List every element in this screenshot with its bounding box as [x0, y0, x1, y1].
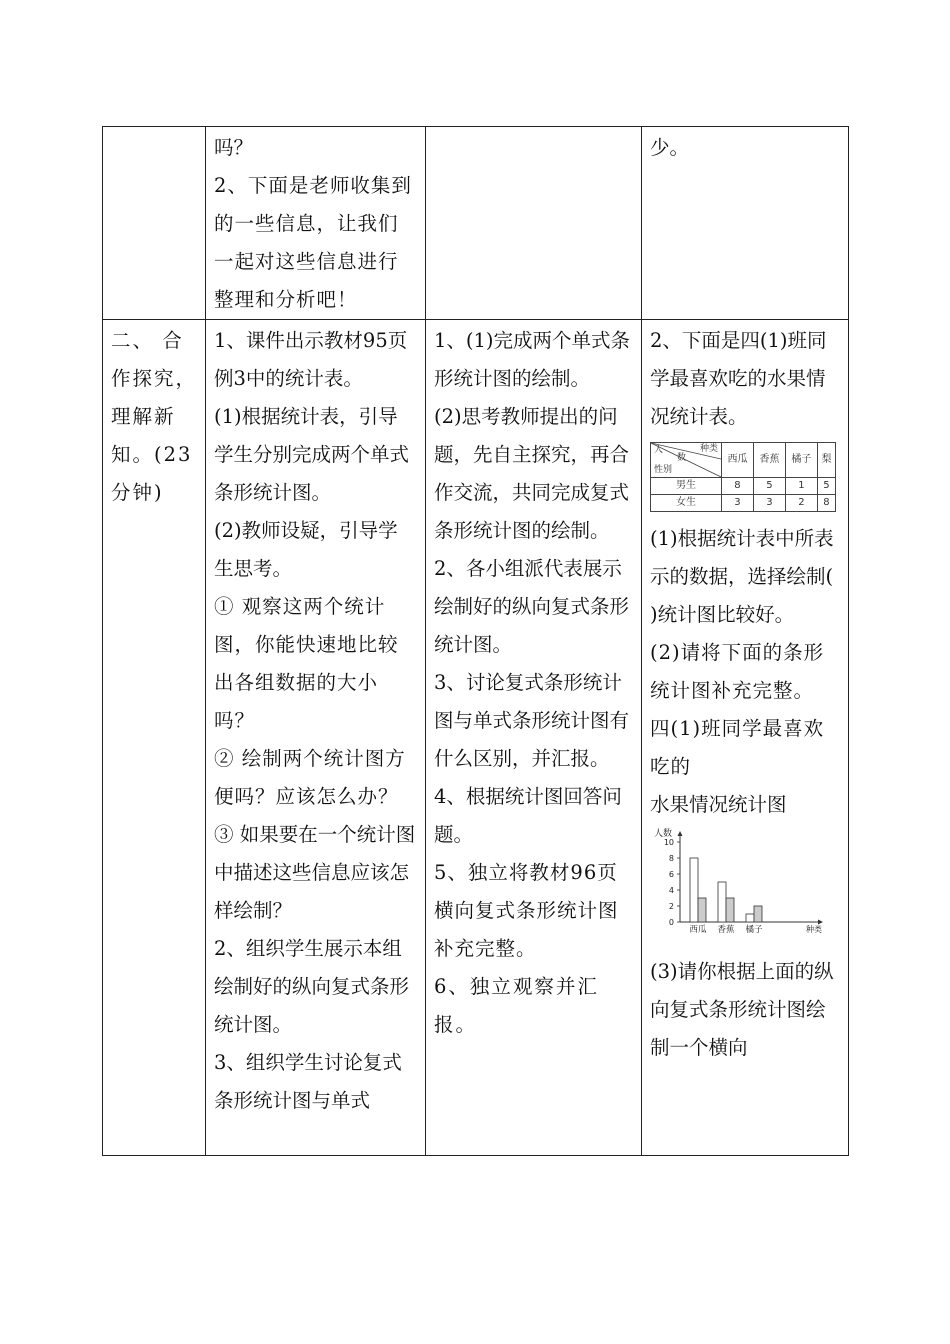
text-line: 2、下面是四(1)班同学最喜欢吃的水果情况统计表。: [650, 329, 827, 428]
text-line: 少。: [650, 136, 690, 159]
table-cell: 5: [753, 478, 785, 495]
bar: [718, 882, 726, 922]
text-line: (2)请将下面的条形统计图补充完整。: [650, 641, 825, 702]
corner-mid-label-1: 人: [654, 445, 664, 455]
bar-chart: [650, 826, 840, 951]
text-line: 1、(1)完成两个单式条形统计图的绘制。: [434, 329, 631, 390]
table-cell: 8: [722, 478, 754, 495]
text-line: ③ 如果要在一个统计图中描述这些信息应该怎样绘制？: [214, 823, 416, 922]
table-row: [651, 443, 836, 478]
text-line: ② 绘制两个统计图方便吗？应该怎么办？: [214, 747, 406, 808]
text-line: (1)根据统计表中所表示的数据，选择绘制( )统计图比较好。: [650, 527, 834, 626]
text-line: 3、讨论复式条形统计图与单式条形统计图有什么区别，并汇报。: [434, 671, 630, 770]
x-axis-label: 种类: [806, 925, 822, 934]
exercise-cell: [642, 320, 849, 1156]
teacher-activity-cell: [206, 320, 426, 1156]
y-tick-label: 6: [668, 870, 674, 879]
text-line: 水果情况统计图: [650, 793, 787, 816]
text-line: 2、组织学生展示本组绘制好的纵向复式条形统计图。: [214, 937, 410, 1036]
table-cell: 3: [722, 495, 754, 512]
text-line: 5、独立将教材96页横向复式条形统计图补充完整。: [434, 861, 619, 960]
corner-top-label: 种类: [699, 444, 718, 454]
text-line: (1)根据统计表，引导学生分别完成两个单式条形统计图。: [214, 405, 410, 504]
exercise-cell: [642, 127, 849, 320]
text-line: 4、根据统计图回答问题。: [434, 785, 622, 846]
bar-chart-svg: [650, 826, 840, 938]
stage-label: 二、 合作探究，理解新知。(23分钟): [111, 329, 198, 504]
text-line: (2)教师设疑，引导学生思考。: [214, 519, 398, 580]
y-tick-label: 8: [668, 854, 674, 863]
table-row: [651, 478, 836, 495]
y-tick-label: 2: [668, 902, 674, 911]
row-label: 女生: [651, 495, 722, 512]
column-header: 橘子: [785, 443, 817, 478]
bar: [698, 898, 706, 922]
x-tick-label: 西瓜: [689, 925, 707, 935]
table-cell: 2: [785, 495, 817, 512]
y-tick-label: 0: [668, 918, 674, 927]
x-tick-label: 香蕉: [717, 925, 735, 935]
y-axis-arrow: [678, 831, 683, 836]
corner-header: [651, 443, 722, 478]
corner-mid-label-2: 数: [677, 453, 687, 463]
text-line: 2、下面是老师收集到的一些信息，让我们一起对这些信息进行整理和分析吧！: [214, 174, 412, 311]
fruit-stats-table: [650, 442, 836, 512]
x-axis-arrow: [818, 920, 823, 925]
table-row: [103, 320, 849, 1156]
table-row: [651, 495, 836, 512]
column-header: 香蕉: [753, 443, 785, 478]
bar: [754, 906, 762, 922]
corner-bottom-label: 性别: [654, 465, 673, 475]
text-line: 2、各小组派代表展示绘制好的纵向复式条形统计图。: [434, 557, 630, 656]
table-row: [103, 127, 849, 320]
text-line: 四(1)班同学最喜欢吃的: [650, 717, 825, 778]
y-tick-label: 10: [663, 838, 674, 847]
row-label: 男生: [651, 478, 722, 495]
table-cell: 3: [753, 495, 785, 512]
table-cell: 5: [817, 478, 835, 495]
student-activity-cell: [426, 320, 642, 1156]
column-header: 西瓜: [722, 443, 754, 478]
stage-cell: [103, 320, 206, 1156]
y-axis-label: 人数: [654, 829, 673, 839]
text-line: 1、课件出示教材95页例3中的统计表。: [214, 329, 408, 390]
column-header: 梨: [817, 443, 835, 478]
text-line: (3)请你根据上面的纵向复式条形统计图绘制一个横向: [650, 960, 834, 1059]
text-line: 6、独立观察并汇报。: [434, 975, 599, 1036]
table-cell: 8: [817, 495, 835, 512]
text-line: ① 观察这两个统计图，你能快速地比较出各组数据的大小吗？: [214, 595, 399, 732]
text-line: 吗？: [214, 136, 254, 159]
bar: [726, 898, 734, 922]
stage-cell: [103, 127, 206, 320]
table-cell: 1: [785, 478, 817, 495]
text-line: (2)思考教师提出的问题，先自主探究，再合作交流，共同完成复式条形统计图的绘制。: [434, 405, 630, 542]
bar: [746, 914, 754, 922]
bar: [690, 858, 698, 922]
text-line: 3、组织学生讨论复式条形统计图与单式: [214, 1051, 402, 1112]
y-tick-label: 4: [668, 886, 674, 895]
teacher-activity-cell: [206, 127, 426, 320]
student-activity-cell: [426, 127, 642, 320]
x-tick-label: 橘子: [745, 925, 763, 935]
lesson-plan-table: [102, 126, 849, 1156]
